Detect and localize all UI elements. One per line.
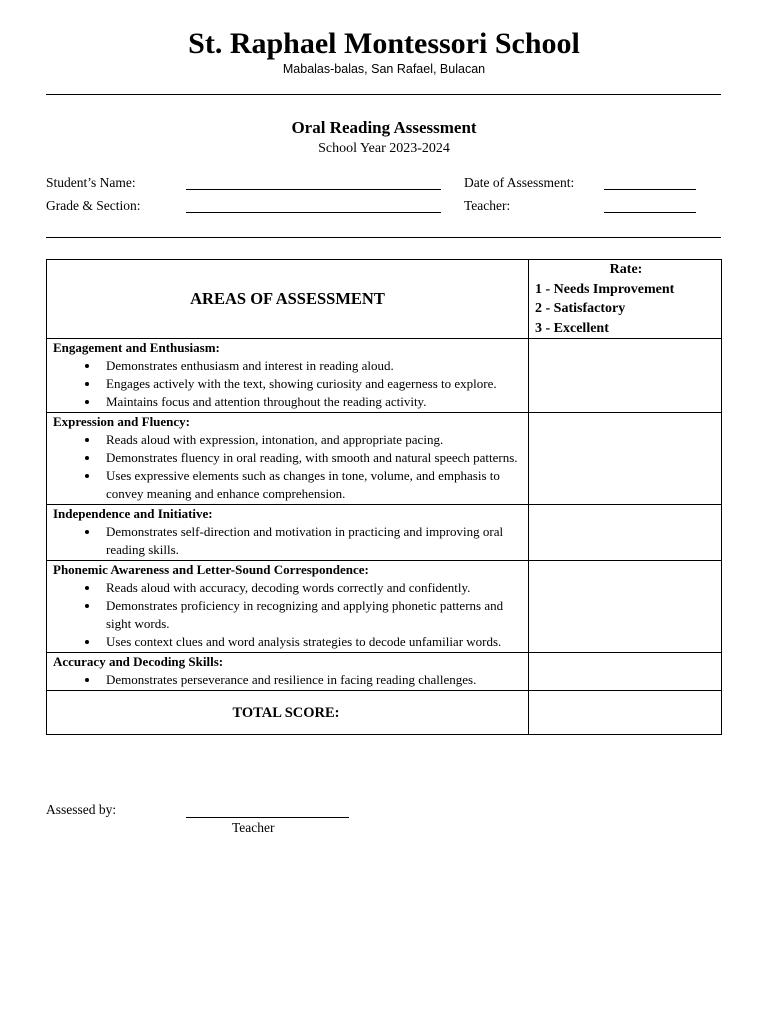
total-row [47,691,722,735]
student-name-field[interactable] [186,189,441,190]
rate-cell-independence[interactable] [529,505,722,561]
assessment-table [46,259,722,735]
rate-scale-1: 1 - Needs Improvement [535,281,675,297]
table-row [47,653,722,691]
total-score-cell[interactable] [529,691,722,735]
teacher-label: Teacher: [464,198,511,213]
section-title: Accuracy and Decoding Skills: [53,654,224,669]
section-expression [47,413,529,505]
section-accuracy [47,653,529,691]
school-address: Mabalas-balas, San Rafael, Bulacan [282,62,486,76]
section-independence [47,505,529,561]
criterion-item: • Demonstrates enthusiasm and interest in reading aloud. [100,357,522,375]
teacher-field[interactable] [604,212,696,213]
criterion-item: • Uses expressive elements such as changes in tone, volume, and emphasis to convey meaning and enhance comprehension. [100,467,522,503]
date-of-assessment-field[interactable] [604,189,696,190]
rate-cell-engagement[interactable] [529,339,722,413]
criterion-item: • Demonstrates perseverance and resilience in facing reading challenges. [100,671,522,689]
section-title: Engagement and Enthusiasm: [53,340,220,355]
criterion-item: • Reads aloud with expression, intonation, and appropriate pacing. [100,431,522,449]
areas-of-assessment-header: AREAS OF ASSESSMENT [47,260,529,339]
total-score-label-cell [47,691,529,735]
total-score-label: TOTAL SCORE: [232,704,340,721]
rate-header [529,260,722,339]
rate-cell-phonemic[interactable] [529,561,722,653]
section-phonemic [47,561,529,653]
assessed-by-label: Assessed by: [46,802,117,817]
rate-scale-3: 3 - Excellent [535,320,609,336]
criterion-item: • Demonstrates fluency in oral reading, with smooth and natural speech patterns. [100,449,522,467]
school-name: St. Raphael Montessori School [188,27,580,60]
table-row [47,339,722,413]
section-title: Independence and Initiative: [53,506,213,521]
grade-section-label: Grade & Section: [46,198,141,213]
criterion-item: • Engages actively with the text, showing curiosity and eagerness to explore. [100,375,522,393]
section-title: Phonemic Awareness and Letter-Sound Correspondence: [53,562,369,577]
school-year: School Year 2023-2024 [318,141,450,156]
table-row [47,413,722,505]
rate-cell-expression[interactable] [529,413,722,505]
section-title: Expression and Fluency: [53,414,191,429]
form-title: Oral Reading Assessment [291,118,477,137]
header-divider [46,94,721,95]
table-header-row [47,260,722,339]
criterion-item: • Maintains focus and attention throughout the reading activity. [100,393,522,411]
criterion-item: • Uses context clues and word analysis strategies to decode unfamiliar words. [100,633,522,651]
form-divider [46,237,721,238]
criterion-item: • Reads aloud with accuracy, decoding words correctly and confidently. [100,579,522,597]
criterion-item: • Demonstrates self-direction and motivation in practicing and improving oral reading skills. [100,523,522,559]
criterion-item: • Demonstrates proficiency in recognizing and applying phonetic patterns and sight words. [100,597,522,633]
table-row [47,561,722,653]
grade-section-field[interactable] [186,212,441,213]
rate-cell-accuracy[interactable] [529,653,722,691]
signature-role: Teacher [232,820,275,835]
section-engagement [47,339,529,413]
table-row [47,505,722,561]
signature-line[interactable] [186,817,349,818]
date-of-assessment-label: Date of Assessment: [464,175,575,190]
student-name-label: Student’s Name: [46,175,136,190]
rate-scale-2: 2 - Satisfactory [535,301,626,316]
rate-title: Rate: [609,262,643,277]
